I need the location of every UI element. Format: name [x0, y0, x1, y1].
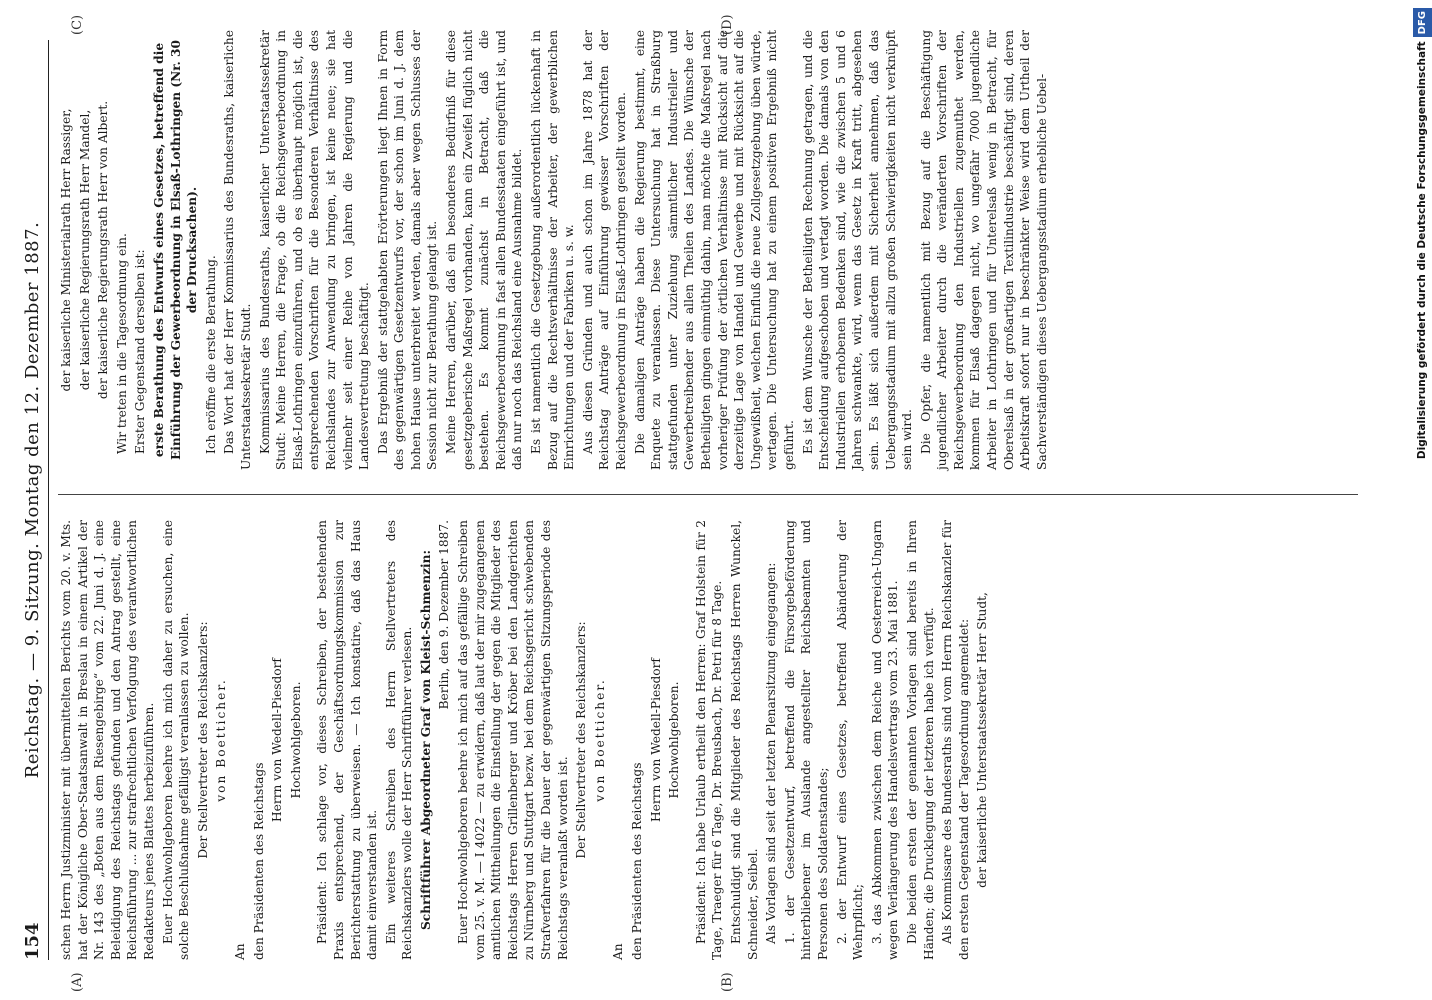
list-item: 1. der Gesetzentwurf, betreffend die Fürsorgebeförderung hinterbliebener im Auslande angestellter Reichsbeamten und Personen des Soldatenstandes;	[782, 520, 830, 960]
paragraph: Euer Hochwohlgeboren beehre ich mich auf das gefällige Schreiben vom 25. v. M. — I 4022 — zu erwidern, daß laut der mir zugegangenen amtlichen Mittheilungen die Einstellung der gegen die Mitglieder des Reichstags Herren Grillenberger und Kröber bei den Landgerichten zu Nürnberg und Stuttgart bezw. bei dem Reichsgericht schwebenden Strafverfahren für die Dauer der gegenwärtigen Sitzungsperiode des Reichstags veranlaßt worden ist.	[456, 520, 570, 960]
paragraph: Als Vorlagen sind seit der letzten Plenarsitzung eingegangen:	[764, 562, 779, 944]
paragraph: Erster Gegenstand derselben ist:	[133, 249, 148, 454]
paragraph: Die Opfer, die namentlich mit Bezug auf die Beschäftigung jugendlicher Arbeiter durch die veränderten Vorschriften der Reichsgewerbeordnung den Industriellen zugemuthet werden, kommen für Elsaß dagegen nicht, wo ungefähr 7000 jugendliche Arbeiter in Lothringen und für Unterelsaß wenig in Betracht, für Oberelsaß in der großartigen Textilindustrie beschäftigt sind, deren Arbeitskraft sofort nur in beschränkter Weise wird dem Urtheil der Sachverständigen dieses Uebergangsstadium erhebliche Uebel-	[918, 30, 1049, 470]
column-divider	[58, 494, 1358, 495]
footer-text: Digitalisierung gefördert durch die Deutsche Forschungsgemeinschaft	[1416, 41, 1428, 460]
signature-title: Der Stellvertreter des Reichskanzlers:	[574, 621, 589, 859]
left-column	[58, 520, 993, 960]
agenda-heading: erste Berathung des Entwurfs eines Gesetzes, betreffend die Einführung der Gewerbeordnung in Elsaß-Lothringen (Nr. 30 der Drucksachen).	[151, 40, 200, 460]
paragraph: Ein weiteres Schreiben des Herrn Stellvertreters des Reichskanzlers wolle der Herr Schriftführer verlesen.	[383, 520, 415, 960]
margin-mark-b: (B)	[720, 972, 735, 992]
paragraph: Es ist dem Wunsche der Betheiligten Rechnung getragen, und die Entscheidung aufgeschoben und vertagt worden. Die damals von den Industriellen erhobenen Bedenken sind, wie die zwischen 5 und 6 Jahren schwankte, wird, wenn das Gesetz in Kraft tritt, abgesehen sein. Es läßt sich außerdem mit Sicherheit annehmen, daß das Uebergangsstadium mit allzu großen Schwierigkeiten nicht verknüpft sein wird.	[800, 30, 915, 470]
address-line: An	[232, 943, 247, 960]
page-header	[22, 40, 46, 960]
address-line: Herrn von Wedell-Piesdorf	[648, 658, 663, 822]
signature-title: Der Stellvertreter des Reichskanzlers:	[195, 621, 210, 859]
list-line: der kaiserliche Ministerialrath Herr Rassiger,	[59, 108, 73, 392]
address-line: den Präsidenten des Reichstags	[251, 762, 266, 960]
paragraph: Aus diesen Gründen und auch schon im Jahre 1878 hat der Reichstag Anträge auf Einführung gewisser Vorschriften der Reichsgewerbeordnung in Elsaß-Lothringen gestellt worden.	[580, 30, 628, 470]
margin-mark-a: (A)	[70, 972, 85, 992]
paragraph: der kaiserliche Unterstaatssekretär Herr Studt,	[975, 592, 990, 888]
paragraph: Kommissarius des Bundesraths, kaiserlicher Unterstaatssekretär Studt: Meine Herren, die Frage, ob die Reichsgewerbeordnung in Elsaß-Lothringen einzuführen, und ob es überhaupt möglich ist, die entsprechenden Vorschriften für die Besonderen Verhältnisse des Reichslandes zur Anwendung zu bringen, ist keine neue; sie hat vielmehr seit einer Reihe von Jahren die Regierung und die Landesvertretung beschäftigt.	[257, 30, 372, 470]
signature-name: von Boetticher.	[214, 678, 229, 802]
margin-mark-c: (C)	[70, 14, 85, 35]
paragraph: schen Herrn Justizminister mit übermittelten Berichts vom 20. v. Mts. hat der Königliche Ober-Staatsanwalt in Breslau in einem Artikel der Nr. 143 des „Boten aus dem Riesengebirge“ vom 22. Juni d. J. eine Beleidigung des Reichstags gefunden und den Antrag gestellt, eine Reichsführung ... zur strafrechtlichen Verfolgung des verantwortlichen Redakteurs jenes Blattes herbeizuführen.	[59, 520, 156, 960]
list-item: 3. das Abkommen zwischen dem Reiche und Oesterreich-Ungarn wegen Verlängerung des Handelsvertrags vom 23. Mai 1881.	[869, 520, 901, 960]
address-line: Hochwohlgeboren.	[288, 681, 303, 799]
paragraph: Meine Herren, darüber, daß ein besonderes Bedürfniß für diese gesetzgeberische Maßregel vorhanden, kann ein Zweifel füglich nicht bestehen. Es kommt zunächst in Betracht, daß die Reichsgewerbeordnung in fast allen Bundesstaaten eingeführt ist, und daß nur noch das Reichsland eine Ausnahme bildet.	[444, 30, 525, 470]
right-column	[58, 30, 1052, 470]
address-line: Herrn von Wedell-Piesdorf	[270, 658, 285, 822]
paragraph: Die damaligen Anträge haben die Regierung bestimmt, eine Enquete zu veranlassen. Diese Untersuchung hat in Straßburg stattgefunden unter Zuziehung sämmtlicher Industrieller und Gewerbetreibender aus allen Theilen des Landes. Die Wünsche der Betheiligten gingen einmüthig dahin, man möchte die Maßregel nach vorheriger Prüfung der örtlichen Verhältnisse mit Rücksicht auf die derzeitige Lage von Handel und Gewerbe und mit Rücksicht auf die Ungewißheit, welchen Einfluß die neue Zollgesetzgebung üben würde, vertagen. Die Untersuchung hat zu einem positiven Ergebniß nicht geführt.	[632, 30, 796, 470]
paragraph: Euer Hochwohlgeboren beehre ich mich daher zu ersuchen, eine solche Beschlußnahme gefälligst veranlassen zu wollen.	[160, 520, 192, 960]
list-line: der kaiserliche Regierungsrath Herr Mandel,	[77, 109, 92, 391]
paragraph: Ich eröffne die erste Berathung.	[203, 255, 218, 454]
page-title: Reichstag. — 9. Sitzung. Montag den 12. Dezember 1887.	[22, 221, 43, 779]
paragraph: Das Wort hat der Herr Kommissarius des Bundesraths, kaiserliche Unterstaatssekretär Studt.	[222, 30, 253, 470]
paragraph: Die beiden ersten der genannten Vorlagen sind bereits in Ihren Händen; die Drucklegung der letzteren habe ich verfügt.	[904, 520, 936, 960]
date-line: Berlin, den 9. Dezember 1887.	[437, 520, 452, 710]
header-rule	[48, 40, 49, 960]
speaker-heading: Schriftführer Abgeordneter Graf von Kleist-Schmenzin:	[418, 550, 433, 930]
paragraph: Als Kommissare des Bundesraths sind vom Herrn Reichskanzler für den ersten Gegenstand der Tagesordnung angemeldet:	[940, 520, 971, 960]
paragraph: Präsident: Ich habe Urlaub ertheilt den Herren: Graf Holstein für 2 Tage, Traeger für 6 Tage, Dr. Breusbach, Dr. Petri für 8 Tage.	[693, 520, 725, 960]
dfg-logo: DFG	[1413, 8, 1432, 37]
footer-strip	[1412, 8, 1432, 992]
paragraph: Das Ergebniß der stattgehabten Erörterungen liegt Ihnen in Form des gegenwärtigen Gesetzentwurfs vor, der schon im Juni d. J. dem hohen Hause unterbreitet werden, damals aber wegen Schlusses der Session nicht zur Berathung gelangt ist.	[375, 30, 440, 470]
paragraph: Wir treten in die Tagesordnung ein.	[114, 233, 129, 454]
address-line: den Präsidenten des Reichstags	[630, 762, 644, 960]
list-item: 2. der Entwurf eines Gesetzes, betreffend Abänderung der Wehrpflicht;	[834, 520, 866, 960]
paragraph: Präsident: Ich schlage vor, dieses Schreiben, der bestehenden Praxis entsprechend, der Geschäftsordnungskommission zur Berichterstattung zu überweisen. — Ich konstatire, daß das Haus damit einverstanden ist.	[315, 520, 380, 960]
paragraph: Entschuldigt sind die Mitglieder des Reichstags Herren Wunckel, Schneider, Seibel.	[728, 520, 760, 960]
page-number: 154	[22, 922, 43, 960]
margin-mark-d: (D)	[720, 14, 735, 35]
list-line: der kaiserliche Regierungsrath Herr von Albert.	[96, 100, 111, 400]
address-line: Hochwohlgeboren.	[667, 681, 682, 799]
address-line: An	[611, 943, 626, 960]
paragraph: Es ist namentlich die Gesetzgebung außerordentlich lückenhaft in Bezug auf die Rechtsverhältnisse der Arbeiter, der gewerblichen Einrichtungen und der Fabriken u. s. w.	[529, 30, 577, 470]
signature-name: von Boetticher.	[592, 678, 607, 802]
